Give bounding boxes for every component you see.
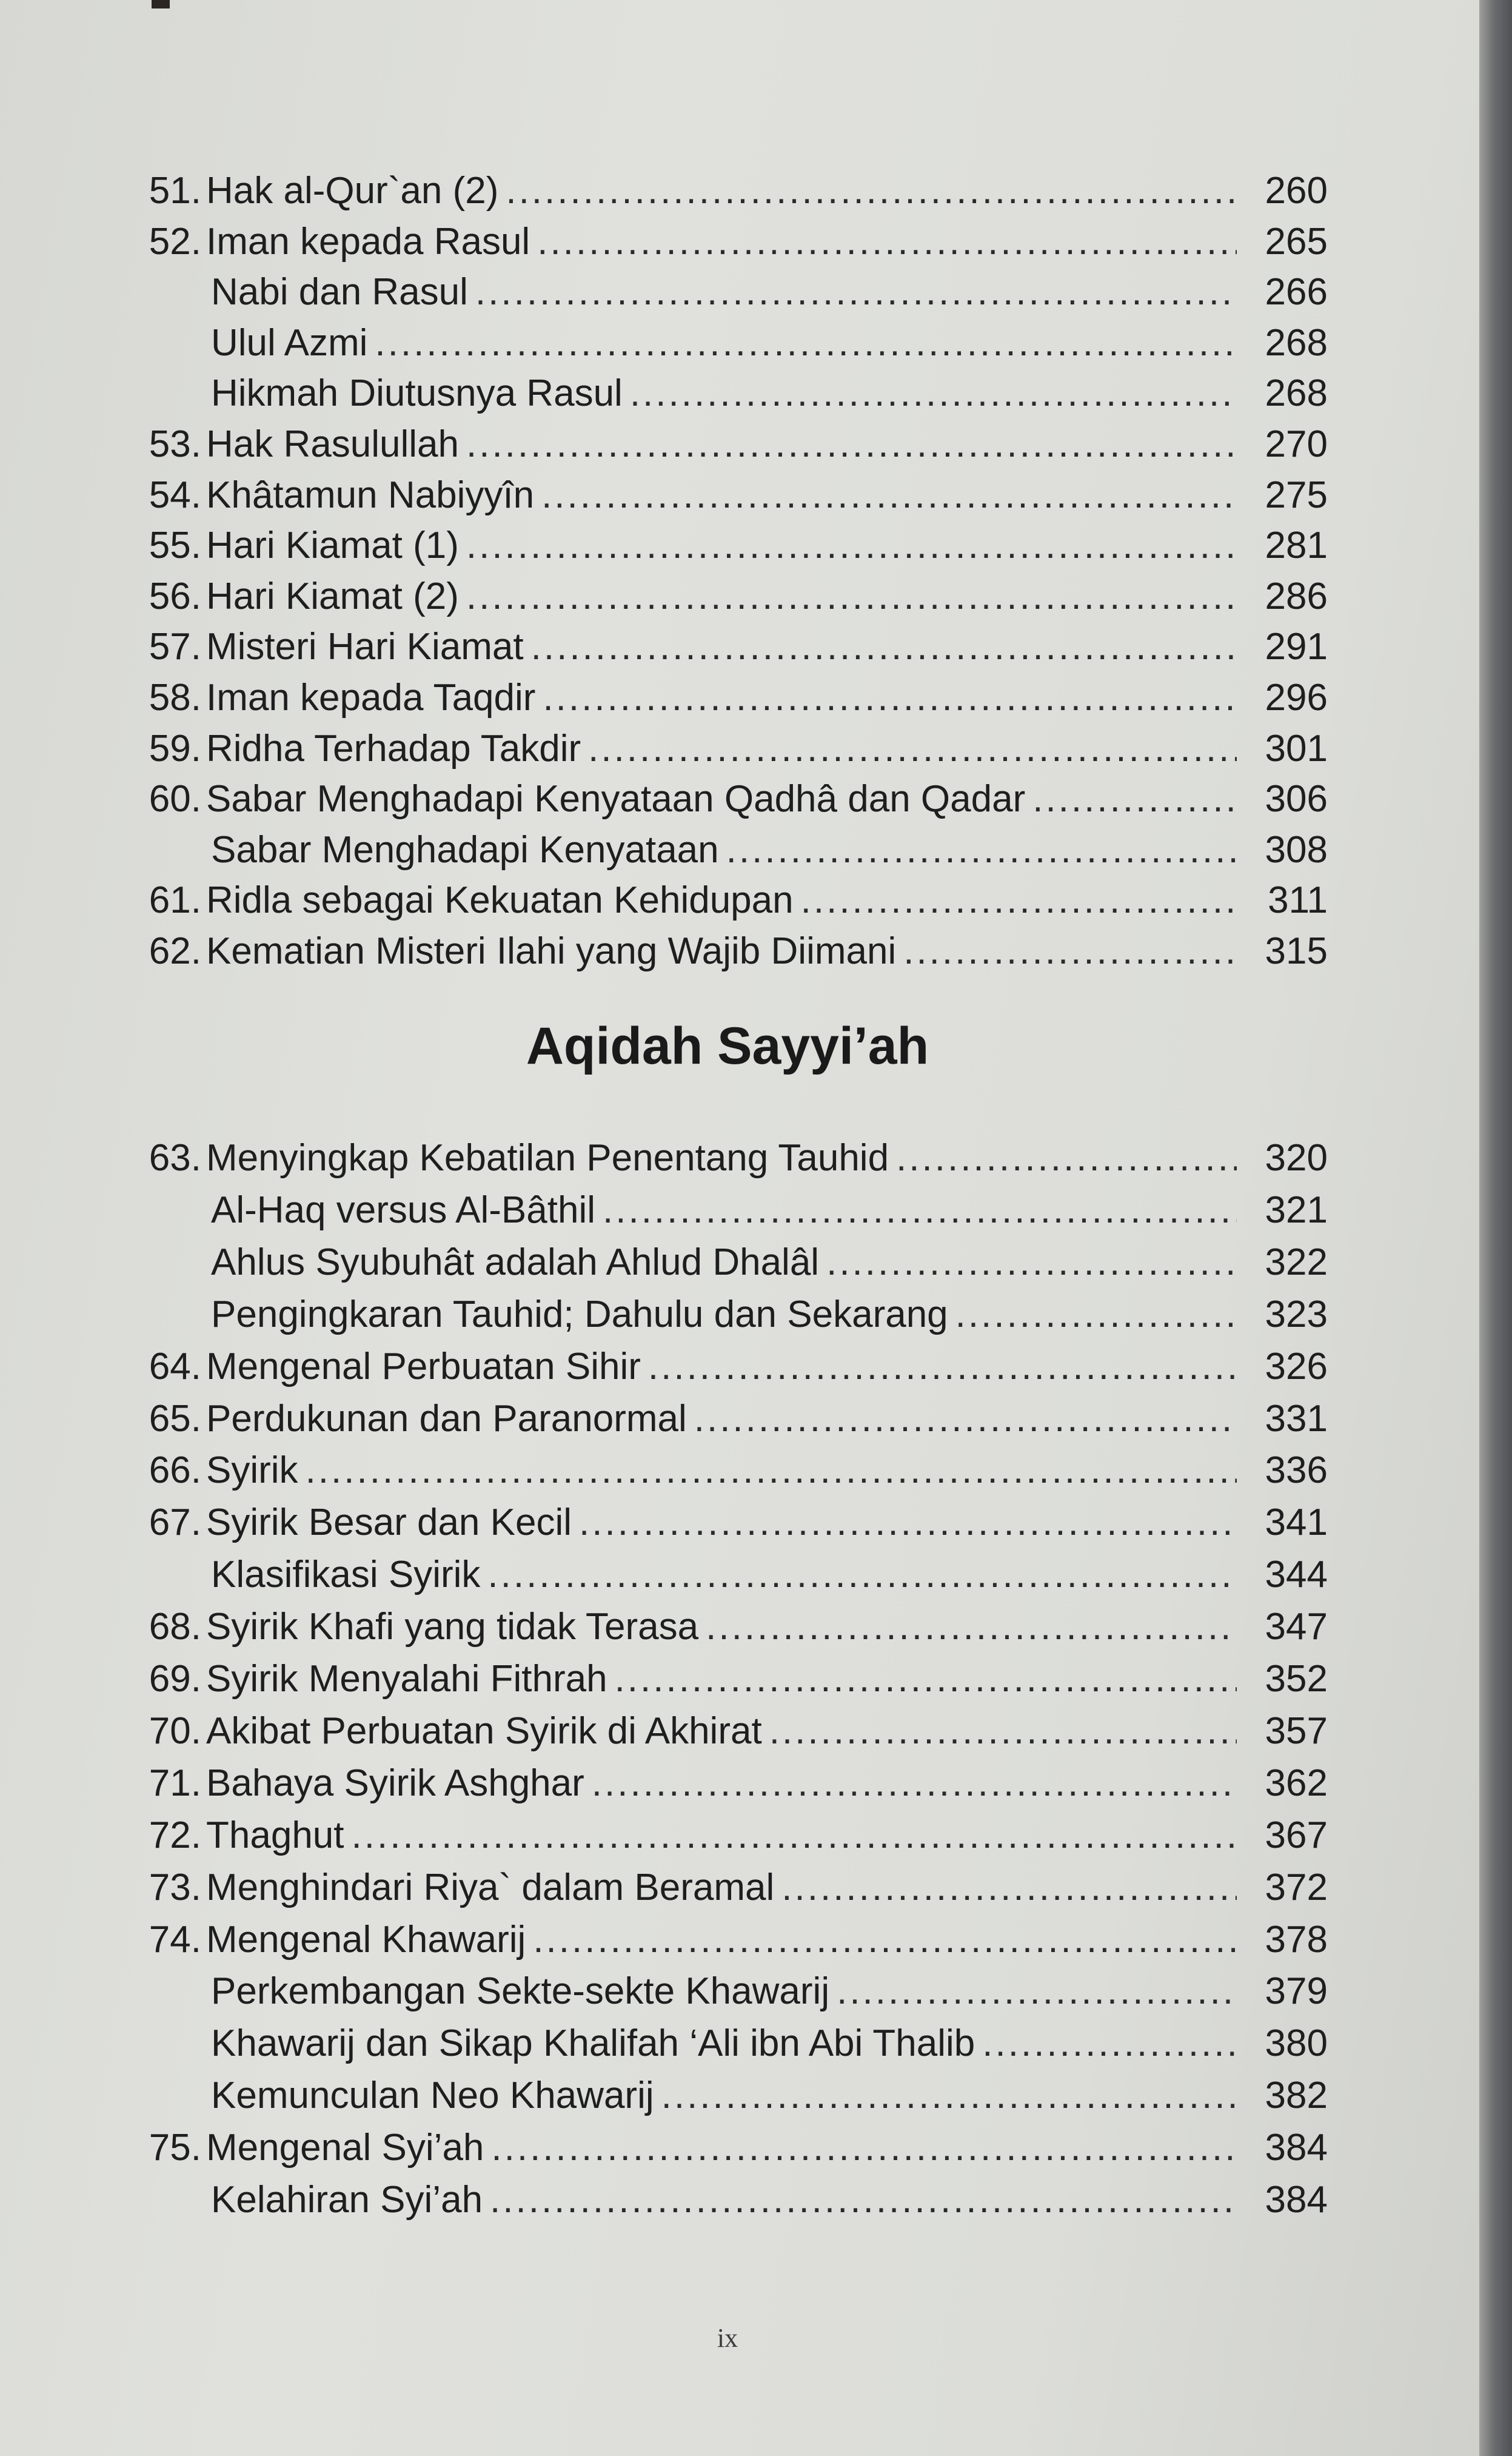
dot-leader xyxy=(466,572,1237,621)
dot-leader xyxy=(694,1395,1237,1443)
toc-entry-title: Pengingkaran Tauhid; Dahulu dan Sekarang xyxy=(211,1293,948,1335)
toc-entry-number: 70. xyxy=(149,1710,201,1752)
toc-entry xyxy=(0,522,1479,570)
toc-entry-title: Khâtamun Nabiyyîn xyxy=(206,474,535,516)
toc-entry-number: 74. xyxy=(149,1919,201,1961)
toc-page-number: 315 xyxy=(1265,930,1328,972)
dot-leader xyxy=(506,167,1237,215)
section-heading: Aqidah Sayyi’ah xyxy=(526,1017,929,1075)
toc-page-number: 384 xyxy=(1265,2179,1328,2221)
toc-entry-number: 55. xyxy=(149,525,201,566)
toc-entry-number: 75. xyxy=(149,2127,201,2169)
toc-page-number: 321 xyxy=(1265,1189,1328,1231)
toc-title-line xyxy=(211,1186,1237,1235)
toc-entry xyxy=(0,1603,1479,1651)
toc-entry-number: 59. xyxy=(149,728,201,770)
toc-entry-number: 54. xyxy=(149,474,201,516)
toc-entry-title: Nabi dan Rasul xyxy=(211,271,468,313)
toc-title-line xyxy=(206,876,1237,925)
toc-title-line xyxy=(206,623,1237,671)
toc-page-number: 281 xyxy=(1265,525,1328,566)
toc-entry xyxy=(0,876,1479,925)
toc-title-line xyxy=(211,2019,1237,2068)
dot-leader xyxy=(531,623,1237,671)
toc-page-number: 380 xyxy=(1265,2022,1328,2064)
toc-page-number: 265 xyxy=(1265,221,1328,263)
toc-entry xyxy=(0,1707,1479,1756)
dot-leader xyxy=(706,1603,1237,1651)
toc-entry-title: Menghindari Riya` dalam Beramal xyxy=(206,1867,775,1908)
toc-entry xyxy=(0,927,1479,976)
toc-page-number: 320 xyxy=(1265,1137,1328,1179)
toc-entry-number: 71. xyxy=(149,1762,201,1804)
toc-title-line xyxy=(206,1134,1237,1183)
toc-entry-title: Hikmah Diutusnya Rasul xyxy=(211,372,623,414)
toc-entry xyxy=(0,420,1479,469)
dot-leader xyxy=(491,2124,1237,2172)
dot-leader xyxy=(533,1916,1237,1964)
toc-page-number: 275 xyxy=(1265,474,1328,516)
toc-title-line xyxy=(211,1290,1237,1339)
toc-page-number: 378 xyxy=(1265,1919,1328,1961)
page-corner-mark xyxy=(152,0,170,8)
dot-leader xyxy=(603,1186,1237,1235)
dot-leader xyxy=(490,2176,1237,2224)
dot-leader xyxy=(726,826,1237,874)
toc-title-line xyxy=(211,369,1237,418)
dot-leader xyxy=(352,1811,1237,1860)
dot-leader xyxy=(955,1290,1237,1339)
dot-leader xyxy=(579,1498,1237,1547)
toc-entry-title: Hak Rasulullah xyxy=(206,423,459,465)
toc-entry-number: 60. xyxy=(149,778,201,820)
toc-entry-title: Klasifikasi Syirik xyxy=(211,1554,481,1595)
dot-leader xyxy=(903,927,1237,976)
dot-leader xyxy=(487,1551,1237,1599)
toc-entry-title: Kemunculan Neo Khawarij xyxy=(211,2075,654,2116)
toc-title-line xyxy=(206,1446,1237,1495)
dot-leader xyxy=(306,1446,1237,1495)
toc-entry-title: Ridha Terhadap Takdir xyxy=(206,728,581,770)
toc-entry xyxy=(0,1395,1479,1443)
toc-entry-number: 52. xyxy=(149,221,201,263)
toc-entry-title: Misteri Hari Kiamat xyxy=(206,626,524,668)
dot-leader xyxy=(615,1655,1237,1703)
dot-leader xyxy=(826,1238,1237,1287)
toc-entry-title: Bahaya Syirik Ashghar xyxy=(206,1762,584,1804)
toc-entry-title: Kematian Misteri Ilahi yang Wajib Diimani xyxy=(206,930,897,972)
toc-page-number: 311 xyxy=(1268,879,1328,921)
toc-subentry xyxy=(0,1186,1479,1235)
toc-entry-title: Mengenal Perbuatan Sihir xyxy=(206,1346,641,1387)
toc-entry-number: 72. xyxy=(149,1814,201,1856)
dot-leader xyxy=(896,1134,1237,1183)
toc-subentry xyxy=(0,319,1479,367)
toc-title-line xyxy=(206,1811,1237,1860)
toc-entry-title: Ulul Azmi xyxy=(211,322,368,364)
toc-entry xyxy=(0,471,1479,520)
toc-page-number: 344 xyxy=(1265,1554,1328,1595)
toc-subentry xyxy=(0,2072,1479,2120)
toc-page-number: 341 xyxy=(1265,1501,1328,1543)
toc-entry-title: Al-Haq versus Al-Bâthil xyxy=(211,1189,596,1231)
toc-entry xyxy=(0,1864,1479,1912)
toc-title-line xyxy=(206,927,1237,976)
toc-entry-number: 68. xyxy=(149,1606,201,1648)
dot-leader xyxy=(648,1343,1237,1391)
toc-entry xyxy=(0,1134,1479,1183)
dot-leader xyxy=(982,2019,1237,2068)
toc-entry-title: Perdukunan dan Paranormal xyxy=(206,1398,687,1440)
toc-title-line xyxy=(206,674,1237,722)
toc-title-line xyxy=(206,1343,1237,1391)
toc-page-number: 296 xyxy=(1265,677,1328,719)
toc-entry-title: Sabar Menghadapi Kenyataan Qadhâ dan Qadar xyxy=(206,778,1026,820)
toc-title-line xyxy=(211,2176,1237,2224)
toc-page-number: 266 xyxy=(1265,271,1328,313)
toc-page-number: 384 xyxy=(1265,2127,1328,2169)
toc-entry-number: 51. xyxy=(149,170,201,212)
dot-leader xyxy=(769,1707,1237,1756)
toc-title-line xyxy=(206,218,1237,266)
toc-entry xyxy=(0,1446,1479,1495)
toc-entry-number: 64. xyxy=(149,1346,201,1387)
toc-entry-title: Khawarij dan Sikap Khalifah ‘Ali ibn Abi Thalib xyxy=(211,2022,975,2064)
dot-leader xyxy=(781,1864,1237,1912)
dot-leader xyxy=(375,319,1237,367)
toc-entry-number: 65. xyxy=(149,1398,201,1440)
toc-entry-title: Syirik Menyalahi Fithrah xyxy=(206,1658,607,1700)
toc-entry-number: 69. xyxy=(149,1658,201,1700)
toc-title-line xyxy=(206,572,1237,621)
toc-subentry xyxy=(0,1238,1479,1287)
toc-page-number: 372 xyxy=(1265,1867,1328,1908)
toc-entry xyxy=(0,623,1479,671)
toc-title-line xyxy=(211,2072,1237,2120)
toc-entry xyxy=(0,2124,1479,2172)
toc-page-number: 362 xyxy=(1265,1762,1328,1804)
toc-entry-number: 57. xyxy=(149,626,201,668)
toc-entry xyxy=(0,725,1479,773)
toc-page-number: 322 xyxy=(1265,1241,1328,1283)
dot-leader xyxy=(466,522,1237,570)
dot-leader xyxy=(1032,775,1237,824)
dot-leader xyxy=(837,1967,1237,2016)
toc-page-number: 357 xyxy=(1265,1710,1328,1752)
toc-title-line xyxy=(206,420,1237,469)
toc-entry-title: Syirik Besar dan Kecil xyxy=(206,1501,572,1543)
toc-page-number: 352 xyxy=(1265,1658,1328,1700)
toc-entry-title: Thaghut xyxy=(206,1814,344,1856)
toc-page-number: 260 xyxy=(1265,170,1328,212)
dot-leader xyxy=(543,674,1237,722)
toc-title-line xyxy=(206,167,1237,215)
toc-entry xyxy=(0,1916,1479,1964)
toc-entry-number: 73. xyxy=(149,1867,201,1908)
toc-page-number: 326 xyxy=(1265,1346,1328,1387)
toc-title-line xyxy=(206,1707,1237,1756)
toc-page-number: 347 xyxy=(1265,1606,1328,1648)
toc-entry xyxy=(0,775,1479,824)
dot-leader xyxy=(466,420,1237,469)
toc-entry xyxy=(0,218,1479,266)
toc-entry-title: Perkembangan Sekte-sekte Khawarij xyxy=(211,1970,830,2012)
toc-entry-title: Akibat Perbuatan Syirik di Akhirat xyxy=(206,1710,762,1752)
toc-title-line xyxy=(211,1238,1237,1287)
toc-entry-title: Mengenal Khawarij xyxy=(206,1919,526,1961)
toc-page-number: 286 xyxy=(1265,575,1328,617)
toc-title-line xyxy=(206,1498,1237,1547)
toc-entry-title: Kelahiran Syi’ah xyxy=(211,2179,483,2221)
toc-entry-title: Mengenal Syi’ah xyxy=(206,2127,484,2169)
toc-entry-title: Menyingkap Kebatilan Penentang Tauhid xyxy=(206,1137,889,1179)
toc-title-line xyxy=(206,1395,1237,1443)
toc-entry-number: 67. xyxy=(149,1501,201,1543)
toc-entry-number: 61. xyxy=(149,879,201,921)
toc-entry-title: Iman kepada Taqdir xyxy=(206,677,536,719)
toc-entry-title: Syirik Khafi yang tidak Terasa xyxy=(206,1606,699,1648)
dot-leader xyxy=(592,1759,1237,1808)
dot-leader xyxy=(801,876,1237,925)
page-number: ix xyxy=(717,2323,738,2353)
toc-entry xyxy=(0,1655,1479,1703)
toc-title-line xyxy=(211,268,1237,317)
toc-subentry xyxy=(0,2176,1479,2224)
toc-entry xyxy=(0,674,1479,722)
toc-page-number: 379 xyxy=(1265,1970,1328,2012)
toc-page-number: 382 xyxy=(1265,2075,1328,2116)
toc-subentry xyxy=(0,1967,1479,2016)
toc-page-number: 301 xyxy=(1265,728,1328,770)
toc-title-line xyxy=(211,1967,1237,2016)
toc-entry-title: Ridla sebagai Kekuatan Kehidupan xyxy=(206,879,794,921)
toc-title-line xyxy=(206,1916,1237,1964)
toc-page-number: 323 xyxy=(1265,1293,1328,1335)
toc-title-line xyxy=(206,2124,1237,2172)
toc-entry-title: Hak al-Qur`an (2) xyxy=(206,170,499,212)
toc-entry-title: Hari Kiamat (1) xyxy=(206,525,459,566)
toc-subentry xyxy=(0,826,1479,874)
toc-entry-number: 53. xyxy=(149,423,201,465)
toc-title-line xyxy=(206,1759,1237,1808)
dot-leader xyxy=(475,268,1237,317)
toc-entry xyxy=(0,1759,1479,1808)
dot-leader xyxy=(541,471,1237,520)
toc-entry-number: 63. xyxy=(149,1137,201,1179)
toc-page-number: 308 xyxy=(1265,829,1328,871)
toc-title-line xyxy=(206,471,1237,520)
toc-entry-number: 58. xyxy=(149,677,201,719)
toc-subentry xyxy=(0,2019,1479,2068)
toc-title-line xyxy=(206,522,1237,570)
toc-title-line xyxy=(211,826,1237,874)
toc-entry xyxy=(0,1343,1479,1391)
dot-leader xyxy=(588,725,1237,773)
toc-subentry xyxy=(0,369,1479,418)
toc-page-number: 336 xyxy=(1265,1449,1328,1491)
toc-entry xyxy=(0,1498,1479,1547)
toc-subentry xyxy=(0,1290,1479,1339)
dot-leader xyxy=(537,218,1237,266)
toc-entry xyxy=(0,167,1479,215)
toc-page-number: 268 xyxy=(1265,322,1328,364)
toc-entry-number: 56. xyxy=(149,575,201,617)
toc-entry-title: Iman kepada Rasul xyxy=(206,221,530,263)
toc-entry xyxy=(0,1811,1479,1860)
page-edge-shadow xyxy=(1479,0,1512,2456)
toc-page-number: 268 xyxy=(1265,372,1328,414)
toc-title-line xyxy=(206,775,1237,824)
toc-entry-title: Sabar Menghadapi Kenyataan xyxy=(211,829,719,871)
dot-leader xyxy=(630,369,1237,418)
toc-title-line xyxy=(206,725,1237,773)
toc-page-number: 291 xyxy=(1265,626,1328,668)
toc-entry-title: Hari Kiamat (2) xyxy=(206,575,459,617)
toc-entry-number: 66. xyxy=(149,1449,201,1491)
toc-subentry xyxy=(0,268,1479,317)
toc-page-number: 270 xyxy=(1265,423,1328,465)
toc-subentry xyxy=(0,1551,1479,1599)
toc-page-number: 306 xyxy=(1265,778,1328,820)
toc-title-line xyxy=(211,1551,1237,1599)
toc-title-line xyxy=(206,1603,1237,1651)
dot-leader xyxy=(661,2072,1237,2120)
toc-title-line xyxy=(211,319,1237,367)
toc-entry-number: 62. xyxy=(149,930,201,972)
toc-entry-title: Ahlus Syubuhât adalah Ahlud Dhalâl xyxy=(211,1241,820,1283)
toc-page-number: 331 xyxy=(1265,1398,1328,1440)
toc-entry xyxy=(0,572,1479,621)
toc-title-line xyxy=(206,1864,1237,1912)
toc-title-line xyxy=(206,1655,1237,1703)
toc-entry-title: Syirik xyxy=(206,1449,298,1491)
toc-page-number: 367 xyxy=(1265,1814,1328,1856)
